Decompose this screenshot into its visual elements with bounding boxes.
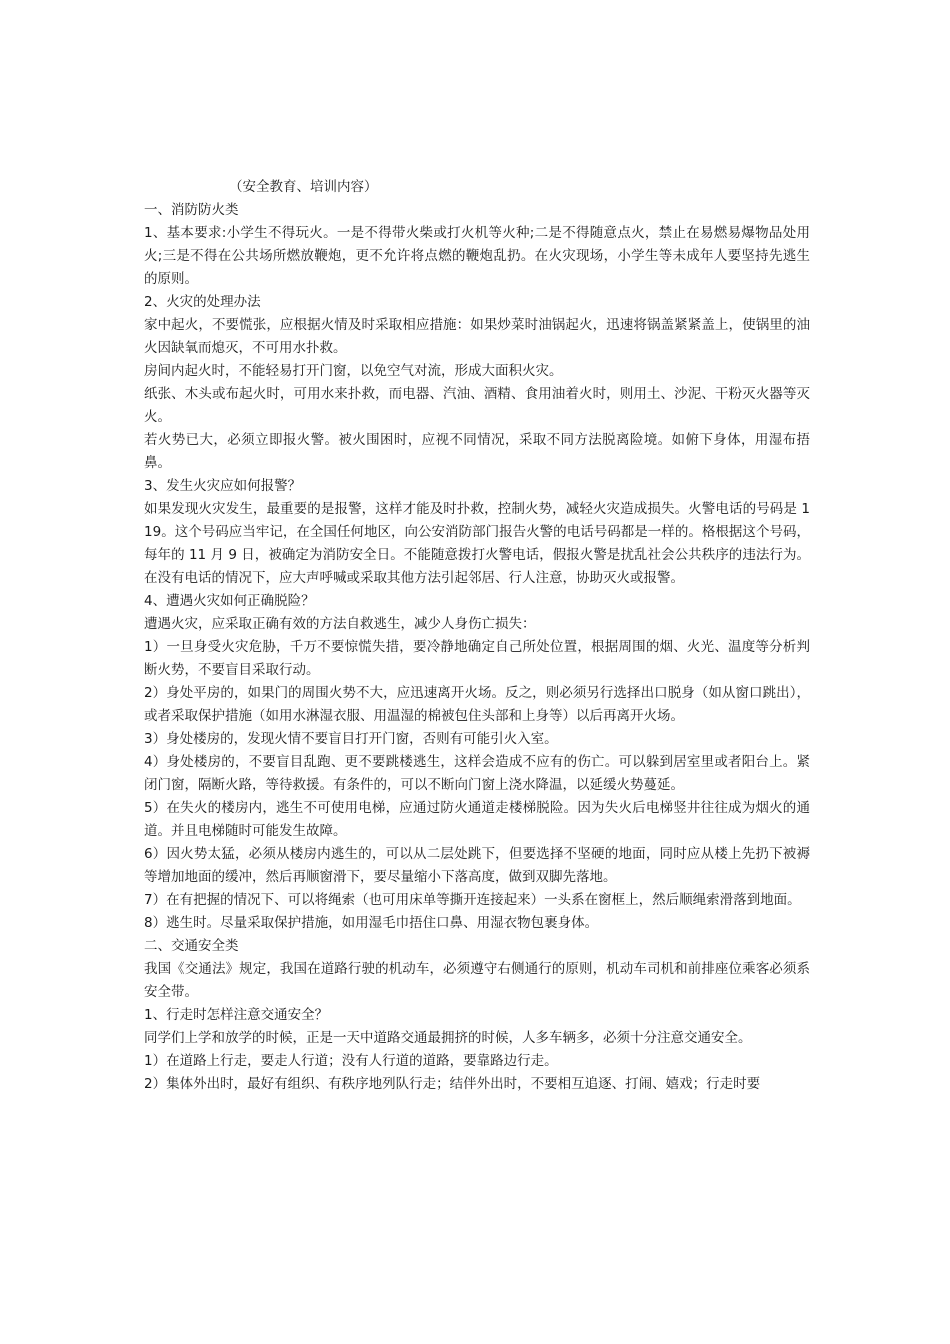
section-heading-fire-safety: 一、消防防火类 — [144, 202, 239, 218]
paragraph: 若火势已大，必须立即报火警。被火围困时，应视不同情况，采取不同方法脱离险境。如俯下身体，用湿布捂鼻。 — [144, 432, 810, 471]
list-item: 8）逃生时。尽量采取保护措施，如用湿毛巾捂住口鼻、用湿衣物包裹身体。 — [144, 915, 599, 931]
paragraph: 家中起火，不要慌张，应根据火情及时采取相应措施：如果炒菜时油锅起火，迅速将锅盖紧紧盖上，使锅里的油火因缺氧而熄灭，不可用水扑救。 — [144, 317, 810, 356]
subsection-heading: 4、遭遇火灾如何正确脱险？ — [144, 593, 315, 609]
subsection-heading: 1、行走时怎样注意交通安全？ — [144, 1007, 329, 1023]
list-item: 3）身处楼房的，发现火情不要盲目打开门窗，否则有可能引火入室。 — [144, 731, 558, 747]
paragraph: 遭遇火灾，应采取正确有效的方法自救逃生，减少人身伤亡损失： — [144, 616, 536, 632]
list-item: 2）集体外出时，最好有组织、有秩序地列队行走；结伴外出时，不要相互追逐、打闹、嬉戏；行走时要 — [144, 1076, 761, 1092]
list-item: 5）在失火的楼房内，逃生不可使用电梯，应通过防火通道走楼梯脱险。因为失火后电梯竖井往往成为烟火的通道。并且电梯随时可能发生故障。 — [144, 800, 810, 839]
list-item: 6）因火势太猛，必须从楼房内逃生的，可以从二层处跳下，但要选择不坚硬的地面，同时应从楼上先扔下被褥等增加地面的缓冲，然后再顺窗滑下，要尽量缩小下落高度，做到双脚先落地。 — [144, 846, 810, 885]
paragraph: 同学们上学和放学的时候，正是一天中道路交通最拥挤的时候，人多车辆多，必须十分注意交通安全。 — [144, 1030, 752, 1046]
subsection-heading: 3、发生火灾应如何报警？ — [144, 478, 302, 494]
section-heading-traffic-safety: 二、交通安全类 — [144, 938, 239, 954]
document-subtitle: （安全教育、培训内容） — [229, 179, 378, 195]
document-body — [144, 176, 810, 1096]
list-item: 7）在有把握的情况下、可以将绳索（也可用床单等撕开连接起来）一头系在窗框上，然后顺绳索滑落到地面。 — [144, 892, 801, 908]
paragraph: 1、基本要求:小学生不得玩火。一是不得带火柴或打火机等火种;二是不得随意点火，禁止在易燃易爆物品处用火;三是不得在公共场所燃放鞭炮，更不允许将点燃的鞭炮乱扔。在火灾现场，小学生等未成年人要坚持先逃生的原则。 — [144, 225, 810, 287]
list-item: 1）一旦身受火灾危胁，千万不要惊慌失措，要冷静地确定自己所处位置，根据周围的烟、火光、温度等分析判断火势，不要盲目采取行动。 — [144, 639, 810, 678]
list-item: 1）在道路上行走，要走人行道；没有人行道的道路，要靠路边行走。 — [144, 1053, 558, 1069]
subsection-heading: 2、火灾的处理办法 — [144, 294, 261, 310]
list-item: 4）身处楼房的，不要盲目乱跑、更不要跳楼逃生，这样会造成不应有的伤亡。可以躲到居室里或者阳台上。紧闭门窗，隔断火路，等待救援。有条件的，可以不断向门窗上浇水降温，以延缓火势蔓延。 — [144, 754, 810, 793]
paragraph: 如果发现火灾发生，最重要的是报警，这样才能及时扑救，控制火势，减轻火灾造成损失。火警电话的号码是 119。这个号码应当牢记，在全国任何地区，向公安消防部门报告火警的电话号码都是一样的。格根据这个号码，每年的 11 月 9 日，被确定为消防安全日。不能随意拨打火警电话，假报火警是扰乱社会公共秩序的违法行为。在没有电话的情况下，应大声呼喊或采取其他方法引起邻居、行人注意，协助灭火或报警。 — [144, 501, 810, 586]
list-item: 2）身处平房的，如果门的周围火势不大，应迅速离开火场。反之，则必须另行选择出口脱身（如从窗口跳出），或者采取保护措施（如用水淋湿衣服、用温湿的棉被包住头部和上身等）以后再离开火场。 — [144, 685, 810, 724]
paragraph: 房间内起火时，不能轻易打开门窗，以免空气对流，形成大面积火灾。 — [144, 363, 563, 379]
paragraph: 纸张、木头或布起火时，可用水来扑救，而电器、汽油、酒精、食用油着火时，则用土、沙泥、干粉灭火器等灭火。 — [144, 386, 810, 425]
paragraph: 我国《交通法》规定，我国在道路行驶的机动车，必须遵守右侧通行的原则，机动车司机和前排座位乘客必须系安全带。 — [144, 961, 810, 1000]
